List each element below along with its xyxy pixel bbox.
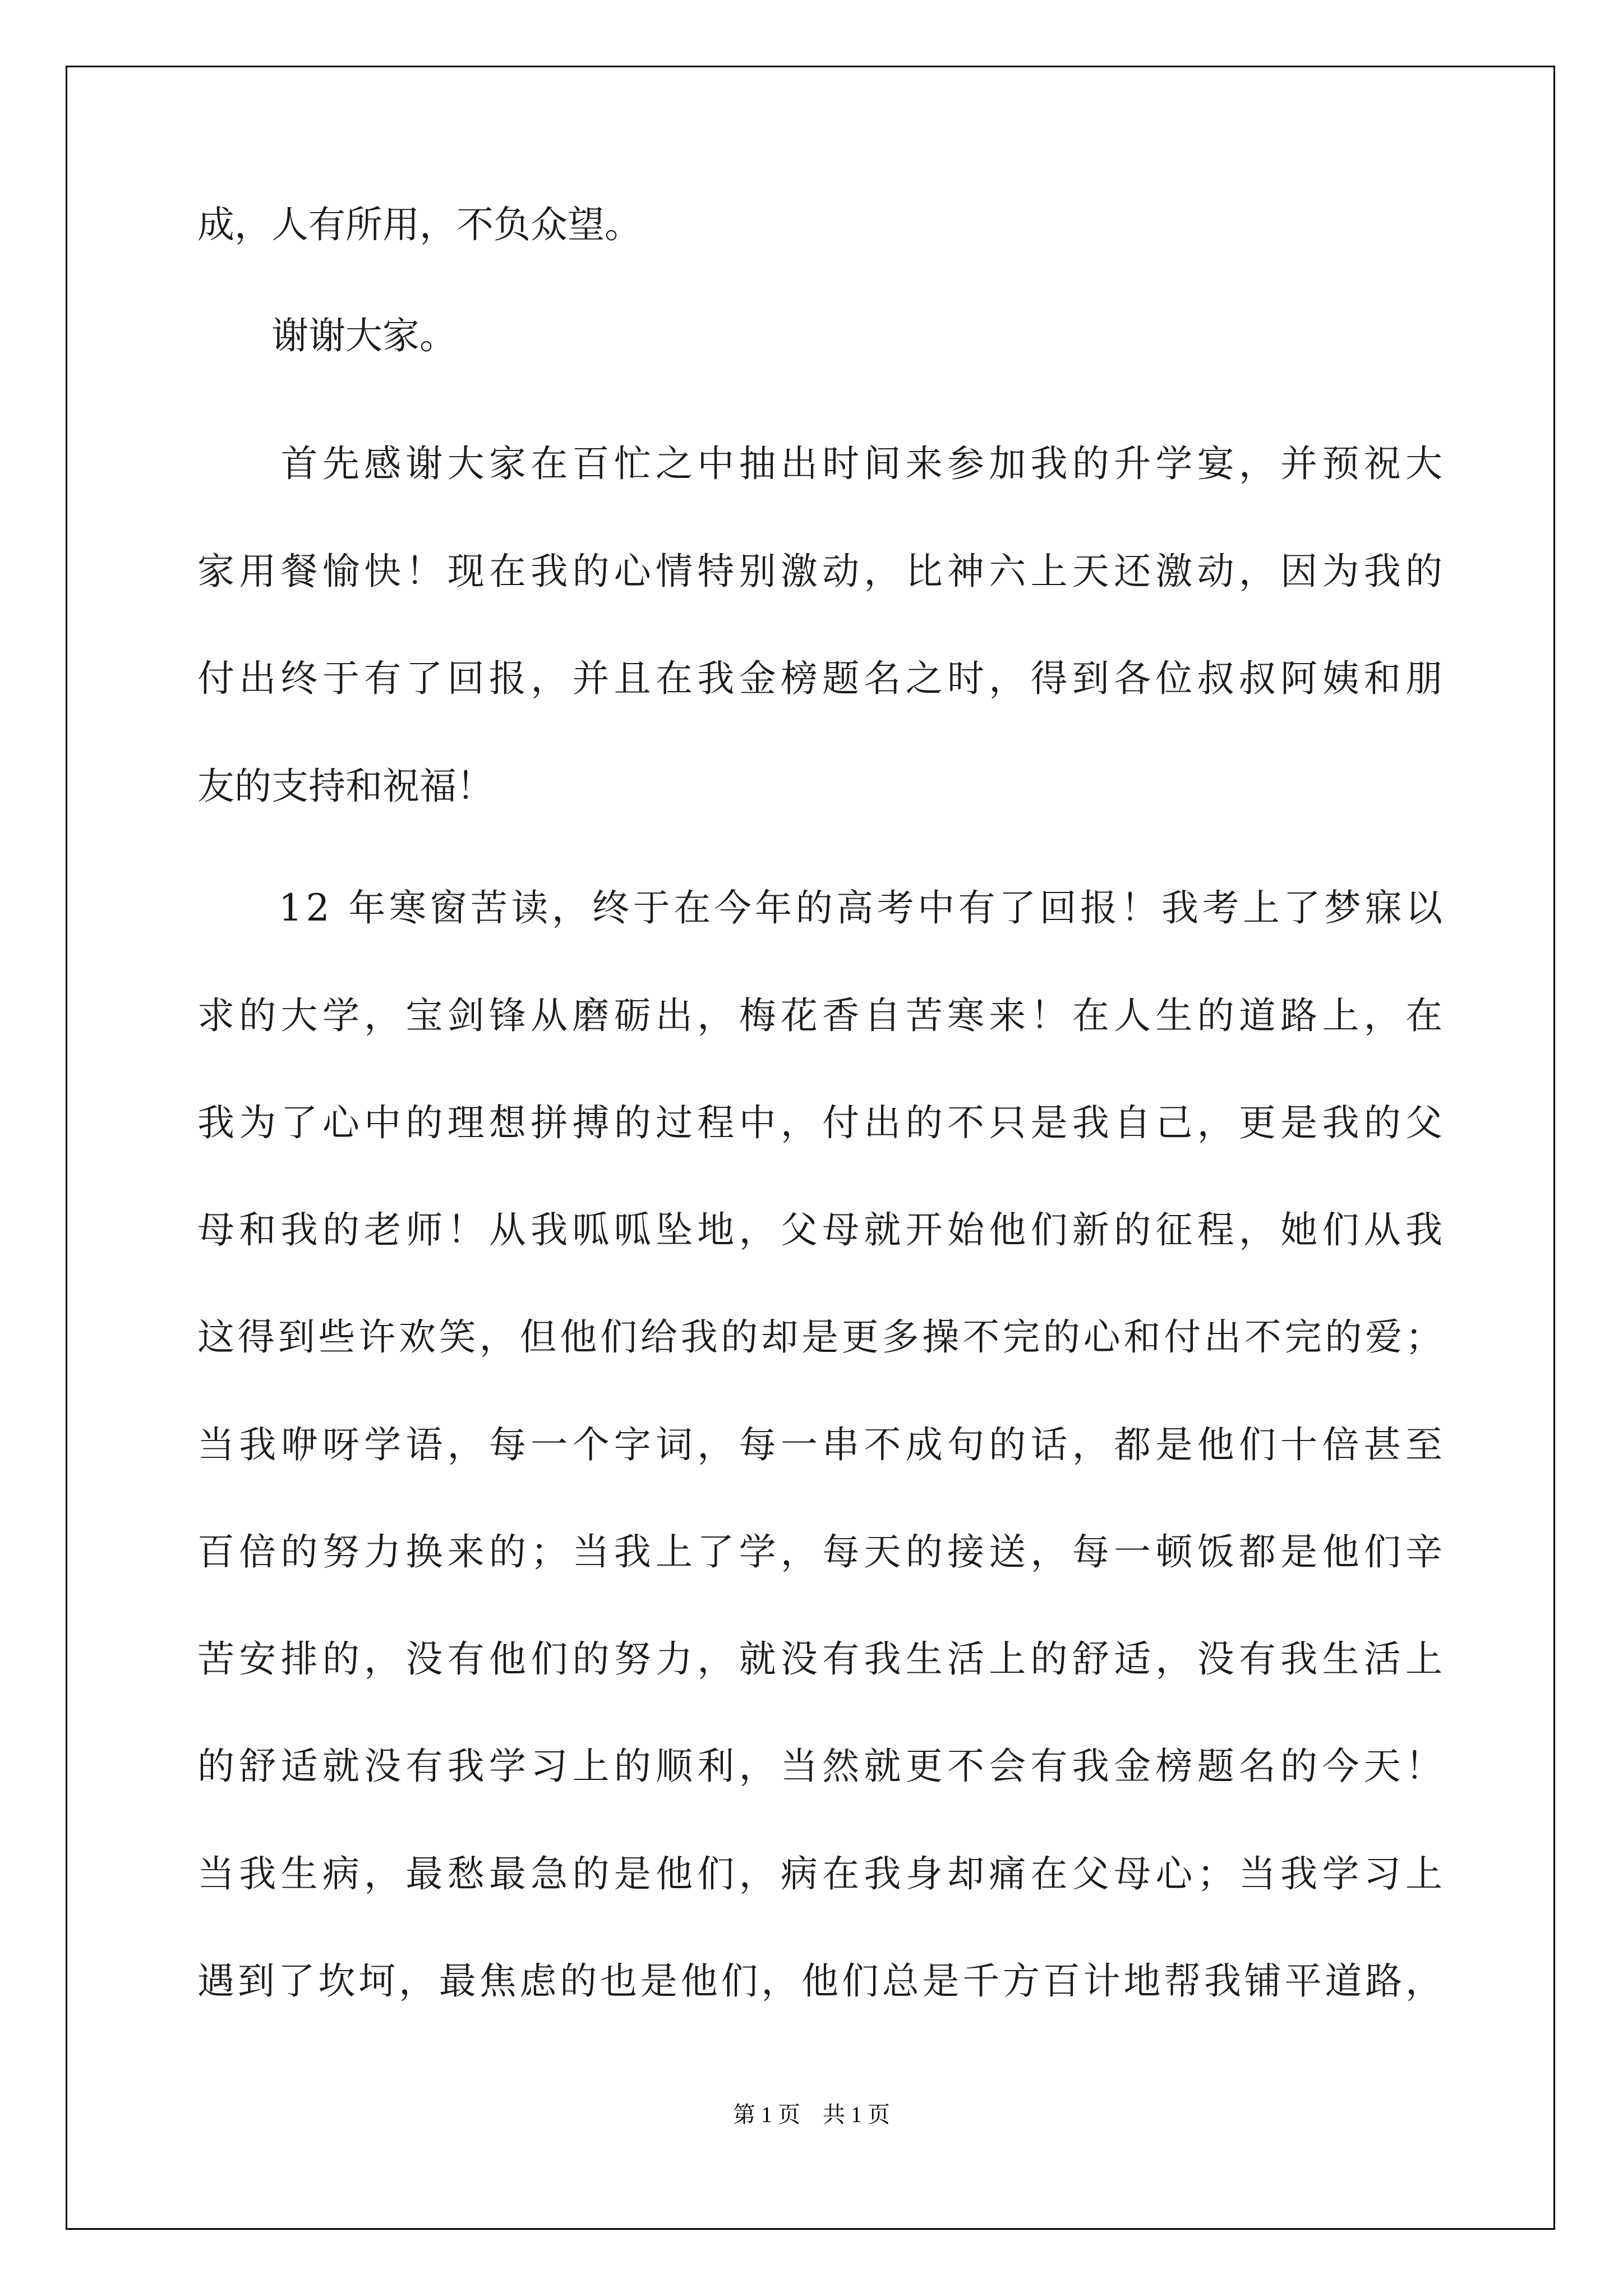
page-border xyxy=(66,66,1555,2230)
text-line: 谢谢大家。 xyxy=(197,314,457,357)
text-line: 付出终于有了回报，并且在我金榜题名之时，得到各位叔叔阿姨和朋 xyxy=(197,657,1447,700)
text-line: 百倍的努力换来的；当我上了学，每天的接送，每一顿饭都是他们辛 xyxy=(197,1530,1447,1573)
text-line: 苦安排的，没有他们的努力，就没有我生活上的舒适，没有我生活上 xyxy=(197,1637,1447,1681)
text-line: 当我咿呀学语，每一个字词，每一串不成句的话，都是他们十倍甚至 xyxy=(197,1423,1447,1466)
text-line: 12 年寒窗苦读，终于在今年的高考中有了回报！我考上了梦寐以 xyxy=(197,886,1446,930)
text-line: 遇到了坎坷，最焦虑的也是他们，他们总是千方百计地帮我铺平道路， xyxy=(197,1959,1446,2003)
text-line: 求的大学，宝剑锋从磨砺出，梅花香自苦寒来！在人生的道路上，在 xyxy=(197,994,1447,1037)
text-line: 我为了心中的理想拼搏的过程中，付出的不只是我自己，更是我的父 xyxy=(197,1101,1447,1144)
text-line: 家用餐愉快！现在我的心情特别激动，比神六上天还激动，因为我的 xyxy=(197,550,1447,593)
text-line: 友的支持和祝福！ xyxy=(197,765,494,808)
text-line: 的舒适就没有我学习上的顺利，当然就更不会有我金榜题名的今天！ xyxy=(197,1745,1447,1788)
text-line: 这得到些许欢笑，但他们给我的却是更多操不完的心和付出不完的爱； xyxy=(197,1315,1446,1359)
page-number-footer: 第 1 页 共 1 页 xyxy=(733,2102,890,2127)
text-line: 母和我的老师！从我呱呱坠地，父母就开始他们新的征程，她们从我 xyxy=(197,1208,1447,1251)
text-line: 当我生病，最愁最急的是他们，病在我身却痛在父母心；当我学习上 xyxy=(197,1852,1447,1895)
text-line: 首先感谢大家在百忙之中抽出时间来参加我的升学宴，并预祝大 xyxy=(197,442,1447,485)
text-line: 成，人有所用，不负众望。 xyxy=(197,203,642,246)
